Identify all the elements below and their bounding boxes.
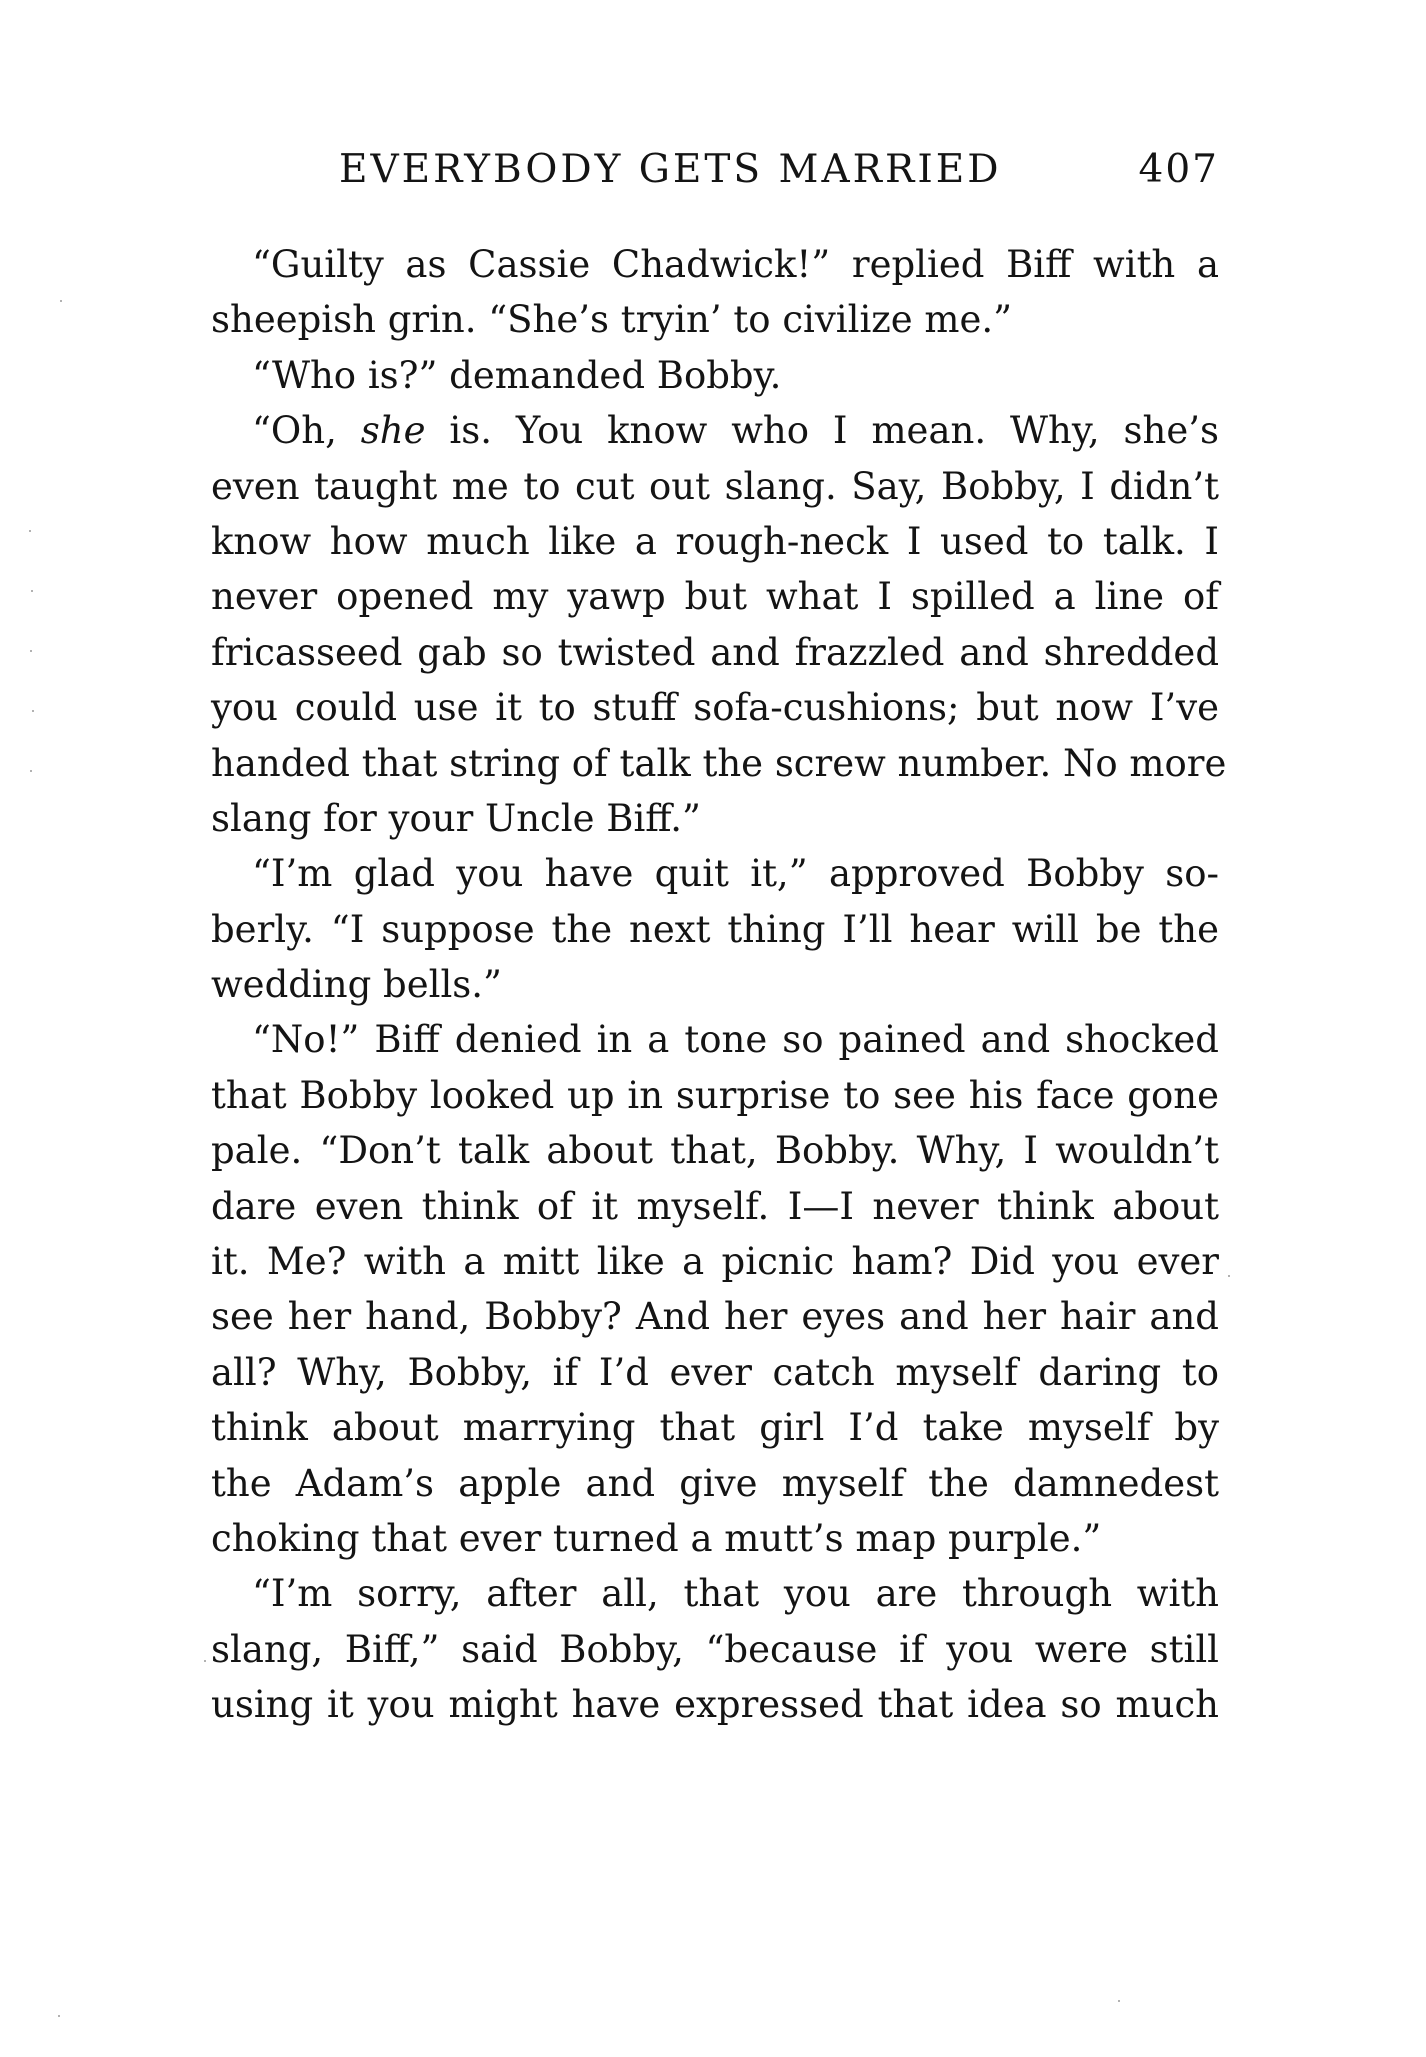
text-line: sheepish grin. “She’s tryin’ to civilize me.” <box>211 298 1013 342</box>
text-line: see her hand, Bobby? And her eyes and her hair and <box>211 1295 1219 1339</box>
text-line: know how much like a rough-neck I used to talk. I <box>211 519 1219 563</box>
running-title: EVERYBODY GETS MARRIED <box>339 147 1002 192</box>
scan-speck <box>1118 2000 1120 2002</box>
text-fragment: “Oh, <box>252 409 337 453</box>
scan-speck <box>30 770 32 772</box>
text-line: the Adam’s apple and give myself the damnedest <box>211 1461 1219 1505</box>
text-line: “I’m sorry, after all, that you are through with <box>252 1572 1219 1616</box>
text-line: pale. “Don’t talk about that, Bobby. Why, I wouldn’t <box>211 1129 1219 1173</box>
text-line: slang for your Uncle Biff.” <box>211 796 701 840</box>
paragraph <box>211 403 1227 846</box>
text-line: handed that string of talk the screw number. No more <box>211 741 1227 785</box>
text-line: wedding bells.” <box>211 963 502 1007</box>
paragraph <box>211 237 1219 348</box>
scan-speck <box>60 300 62 302</box>
scan-speck <box>1228 1275 1230 1277</box>
text-fragment: is. You know who I mean. Why, she’s <box>449 409 1219 453</box>
scan-speck <box>31 590 33 592</box>
text-line: that Bobby looked up in surprise to see his face gone <box>211 1073 1219 1117</box>
text-line: “I’m glad you have quit it,” approved Bobby so- <box>252 852 1219 896</box>
text-line: slang, Biff,” said Bobby, “because if you were still <box>211 1627 1219 1671</box>
page-body <box>211 237 1227 1733</box>
italic-word: she <box>360 409 426 453</box>
paragraph <box>211 846 1219 1012</box>
text-line: think about marrying that girl I’d take myself by <box>211 1406 1219 1450</box>
text-line: fricasseed gab so twisted and frazzled and shredded <box>211 630 1219 674</box>
text-line: berly. “I suppose the next thing I’ll hear will be the <box>211 907 1219 951</box>
scan-speck <box>204 1660 206 1662</box>
scan-speck <box>32 710 34 712</box>
scan-speck <box>58 2015 60 2017</box>
text-line: never opened my yawp but what I spilled a line of <box>211 575 1219 619</box>
text-line: all? Why, Bobby, if I’d ever catch myself daring to <box>211 1350 1219 1394</box>
scan-speck <box>29 530 31 532</box>
text-line: “Who is?” demanded Bobby. <box>252 353 782 397</box>
text-line: using it you might have expressed that idea so much <box>211 1683 1219 1727</box>
text-line: choking that ever turned a mutt’s map purple.” <box>211 1516 1102 1560</box>
paragraph <box>211 1012 1219 1566</box>
paragraph <box>211 1566 1219 1732</box>
paragraph <box>211 348 1219 403</box>
page-number: 407 <box>1138 147 1219 192</box>
text-line: it. Me? with a mitt like a picnic ham? Did you ever <box>211 1240 1219 1284</box>
scan-speck <box>30 650 32 652</box>
text-line: “No!” Biff denied in a tone so pained and shocked <box>252 1018 1219 1062</box>
text-line: dare even think of it myself. I—I never think about <box>211 1184 1219 1228</box>
text-line: “Guilty as Cassie Chadwick!” replied Biff with a <box>252 243 1219 286</box>
text-line: even taught me to cut out slang. Say, Bobby, I didn’t <box>211 464 1219 508</box>
text-line: you could use it to stuff sofa-cushions; but now I’ve <box>211 686 1219 730</box>
text-line <box>211 403 1219 458</box>
page-header <box>339 140 1219 200</box>
